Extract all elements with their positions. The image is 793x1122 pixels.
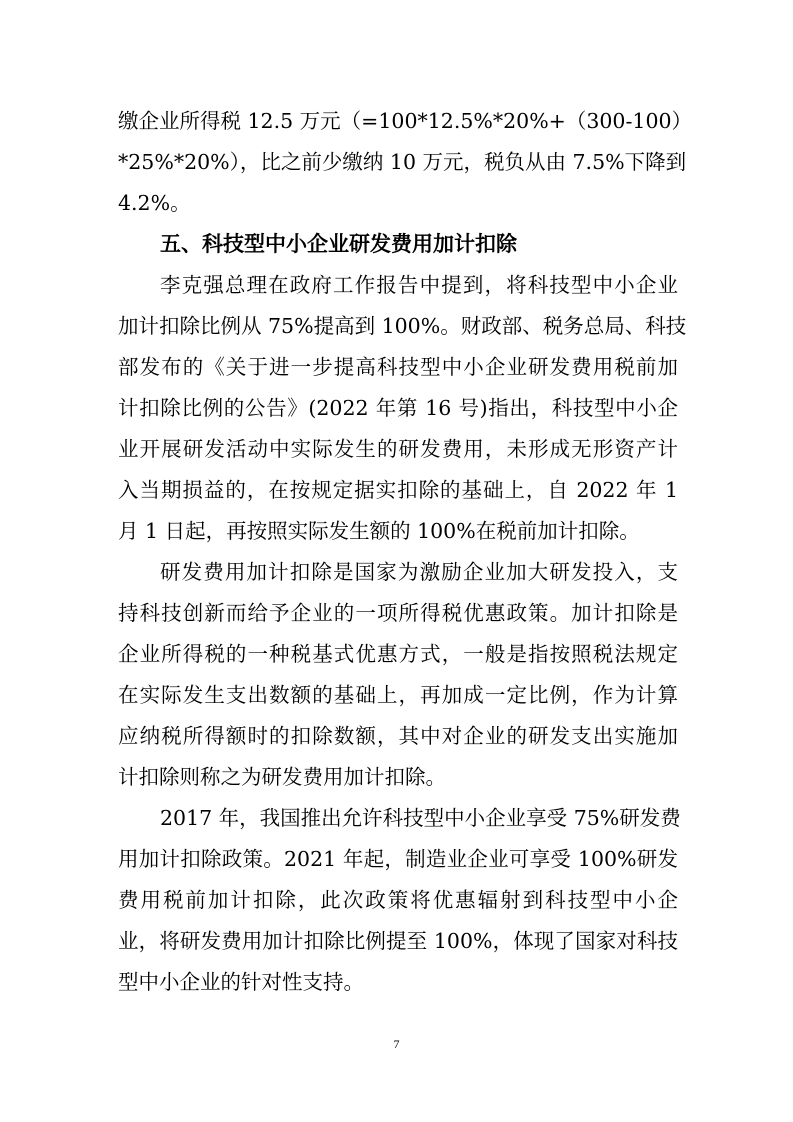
paragraph-line: 持科技创新而给予企业的一项所得税优惠政策。加计扣除是 [118,601,678,625]
page-number: 7 [393,1037,400,1051]
paragraph-line: 用加计扣除政策。2021 年起，制造业企业可享受 100%研发 [118,847,678,871]
paragraph-line: 业，将研发费用加计扣除比例提至 100%，体现了国家对科技 [118,929,678,953]
paragraph-line: 计扣除则称之为研发费用加计扣除。 [118,765,446,789]
paragraph-line: 入当期损益的，在按规定据实扣除的基础上，自 2022 年 1 [118,478,678,502]
paragraph-line: 型中小企业的针对性支持。 [118,970,364,994]
paragraph-line: 缴企业所得税 12.5 万元（=100*12.5%*20%+（300-100） [118,109,693,133]
paragraph-line: 应纳税所得额时的扣除数额，其中对企业的研发支出实施加 [118,724,678,748]
paragraph-line: 在实际发生支出数额的基础上，再加成一定比例，作为计算 [118,683,678,707]
section-heading: 五、科技型中小企业研发费用加计扣除 [160,232,517,256]
paragraph-line: 加计扣除比例从 75%提高到 100%。财政部、税务总局、科技 [118,314,687,338]
paragraph-line: 月 1 日起，再按照实际发生额的 100%在税前加计扣除。 [118,519,640,543]
paragraph-line: 企业所得税的一种税基式优惠方式，一般是指按照税法规定 [118,642,678,666]
paragraph-line: *25%*20%），比之前少缴纳 10 万元，税负从由 7.5%下降到 [118,150,687,174]
paragraph-line: 4.2%。 [118,191,191,215]
paragraph-line: 李克强总理在政府工作报告中提到，将科技型中小企业 [160,273,678,297]
paragraph-line: 费用税前加计扣除，此次政策将优惠辐射到科技型中小企 [118,888,678,912]
paragraph-line: 部发布的《关于进一步提高科技型中小企业研发费用税前加 [118,355,678,379]
paragraph-line: 2017 年，我国推出允许科技型中小企业享受 75%研发费 [160,806,681,830]
paragraph-line: 计扣除比例的公告》(2022 年第 16 号)指出，科技型中小企 [118,396,678,420]
paragraph-line: 研发费用加计扣除是国家为激励企业加大研发投入，支 [160,560,678,584]
paragraph-line: 业开展研发活动中实际发生的研发费用，未形成无形资产计 [118,437,678,461]
